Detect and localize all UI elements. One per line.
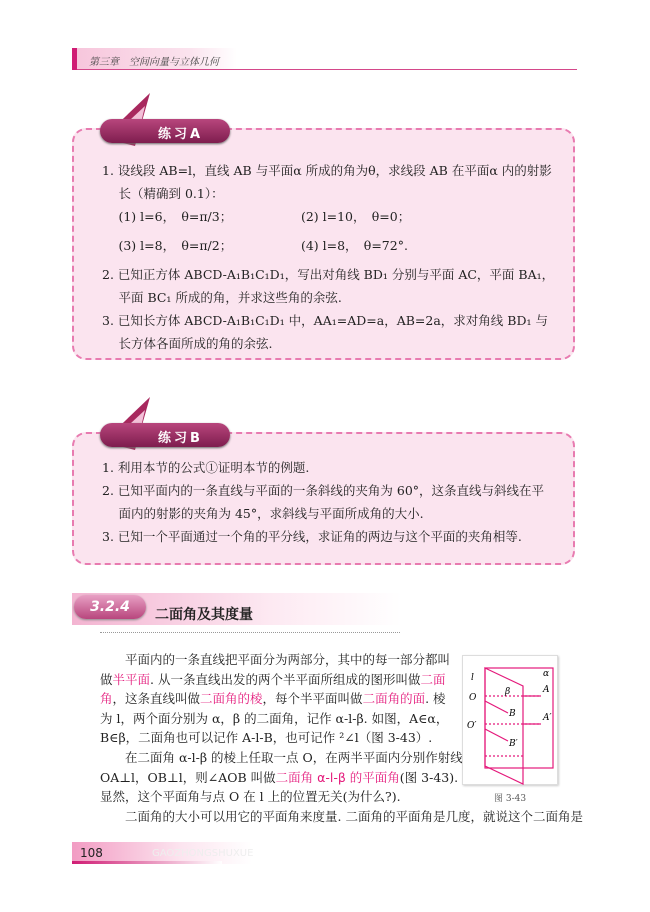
label-o-prime: O′ [467,721,477,731]
exercise-line: 3. 已知长方体 ABCD-A₁B₁C₁D₁ 中，AA₁=AD=a，AB=2a，求对角线 BD₁ 与 [102,313,548,328]
body-text: 在二面角 α-l-β 的棱上任取一点 O，在两半平面内分别作射线 [100,750,463,765]
key-term: 二面 [420,671,446,687]
practice-a-badge: 练习A [100,119,230,143]
key-term: 二面角的棱 [200,691,263,707]
dihedral-angle-diagram [463,656,559,786]
body-text: 平面内的一条直线把平面分为两部分，其中的每一部分都叫 [100,652,451,667]
chapter-title: 第三章 空间向量与立体几何 [77,48,237,69]
section-number: 3.2.4 [74,595,146,619]
label-alpha: α [543,669,550,679]
exercise-line: 面内的射影的夹角为 45°，求斜线与平面所成角的大小. [102,506,424,521]
body-text: ，这条直线叫做 [112,691,201,707]
key-term: 角 [100,691,113,707]
exercise-line: 3. 已知一个平面通过一个角的平分线，求证角的两边与这个平面的夹角相等. [102,529,522,544]
exercise-line: 平面 BC₁ 所成的角，并求这些角的余弦. [102,290,342,305]
page-number: 108 [80,846,103,860]
section-title: 二面角及其度量 [155,607,253,623]
exercise-line: 1. 利用本节的公式①证明本节的例题. [102,460,310,475]
body-line [100,749,463,767]
exercise-line: 2. 已知正方体 ABCD-A₁B₁C₁D₁，写出对角线 BD₁ 分别与平面 AC，平面 BA₁， [102,267,555,282]
body-line [100,671,446,689]
body-line [100,769,458,787]
label-beta: β [505,687,511,697]
figure-caption: 图 3-43 [494,794,527,804]
running-header [72,48,577,70]
body-text: 为 l，两个面分别为 α，β 的二面角，记作 α-l-β. 如图，A∈α， [100,710,449,726]
footer-line [72,861,222,864]
practice-b-badge: 练习B [100,423,230,447]
body-text: B∈β，二面角也可以记作 A-l-B，也可记作 ²∠l（图 3-43）. [100,730,433,746]
label-o: O [469,693,477,703]
footer-watermark: GAOZHONGSHUXUE [152,848,254,859]
body-text: (图 3-43). [399,769,459,785]
exercise-line: (3) l=8， θ=π/2； (4) l=8， θ=72°. [102,238,408,253]
body-line [100,710,448,728]
body-line [100,690,446,708]
body-text: 二面角的大小可以用它的平面角来度量. 二面角的平面角是几度，就说这个二面角是 [100,808,583,824]
body-line [100,808,583,826]
label-b: B [509,709,516,719]
body-text: OA⊥l，OB⊥l，则∠AOB 叫做 [100,769,276,785]
dotted-divider [100,632,400,633]
body-text: . 从一条直线出发的两个半平面所组成的图形叫做 [150,671,421,687]
exercise-line: 2. 已知平面内的一条直线与平面的一条斜线的夹角为 60°，这条直线与斜线在平 [102,483,545,498]
body-text: . 棱 [425,691,446,707]
body-text: 显然，这个平面角与点 O 在 l 上的位置无关(为什么?). [100,789,401,805]
label-a-prime: A′ [543,713,552,723]
body-line [100,729,432,747]
label-b-prime: B′ [509,739,518,749]
figure-3-43 [462,655,558,785]
exercise-line: (1) l=6， θ=π/3； (2) l=10， θ=0； [102,209,411,224]
body-line [100,788,401,806]
key-term: 半平面 [112,671,151,687]
key-term: 二面角 α-l-β 的平面角 [275,769,400,785]
label-l: l [471,673,474,683]
body-text: 做 [100,671,113,687]
body-text: ，每个半平面叫做 [262,691,363,707]
body-line [100,651,450,669]
label-a: A [543,685,550,695]
exercise-line: 长方体各面所成的角的余弦. [102,336,273,351]
exercise-line: 长（精确到 0.1）： [102,186,224,201]
exercise-line: 1. 设线段 AB=l，直线 AB 与平面α 所成的角为θ，求线段 AB 在平面α 内的射影 [102,163,552,178]
key-term: 二面角的面 [362,691,426,707]
